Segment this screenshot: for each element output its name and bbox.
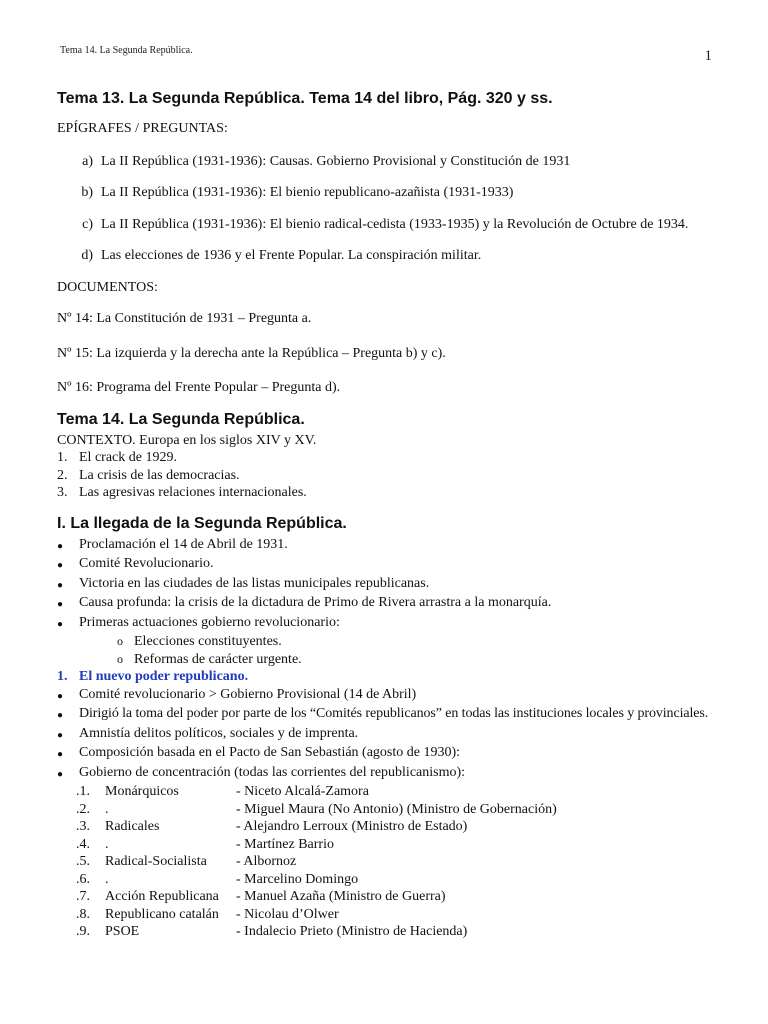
table-row xyxy=(57,906,717,924)
documento-item: Nº 16: Programa del Frente Popular – Pregunta d). xyxy=(57,380,341,395)
row-number: .2. xyxy=(76,801,90,817)
contexto-line: CONTEXTO. Europa en los siglos XIV y XV. xyxy=(57,432,317,448)
documentos-label: DOCUMENTOS: xyxy=(57,279,158,295)
circle-bullet-icon: o xyxy=(117,634,123,648)
bullet-icon: ● xyxy=(57,540,64,552)
bullet-icon: ● xyxy=(57,618,64,630)
list-item-text: Proclamación el 14 de Abril de 1931. xyxy=(79,536,288,552)
bullet-icon: ● xyxy=(57,710,63,721)
list-item-text: Gobierno de concentración (todas las corrientes del republicanismo): xyxy=(79,764,466,780)
bullet-icon: ● xyxy=(57,768,64,780)
member-cell: - Albornoz xyxy=(236,854,297,869)
member-cell: - Martínez Barrio xyxy=(236,836,334,852)
party-cell: . xyxy=(105,801,109,817)
subsection-title: El nuevo poder republicano. xyxy=(79,669,249,684)
epigrafe-text: La II República (1931-1936): El bienio republicano-azañista (1931-1933) xyxy=(101,185,514,200)
circle-bullet-icon: o xyxy=(117,651,123,666)
sub-list-item xyxy=(57,651,717,669)
section1-title: I. La llegada de la Segunda República. xyxy=(57,514,347,532)
list-item xyxy=(57,594,717,614)
list-item-text: Causa profunda: la crisis de la dictadura de Primo de Rivera arrastra a la monarquía. xyxy=(79,595,552,610)
row-number: .1. xyxy=(76,784,90,799)
bullet-icon: ● xyxy=(57,599,64,610)
row-number: .4. xyxy=(76,836,90,852)
table-row xyxy=(57,923,717,941)
list-item-text: Comité revolucionario > Gobierno Provisional (14 de Abril) xyxy=(79,686,417,702)
epigrafe-text: La II República (1931-1936): El bienio radical-cedista (1933-1935) y la Revolución de Octubre de 1934. xyxy=(101,216,689,232)
party-cell: Monárquicos xyxy=(105,784,179,799)
list-item-text: Composición basada en el Pacto de San Sebastián (agosto de 1930): xyxy=(79,745,461,760)
bullet-icon: ● xyxy=(57,579,64,591)
party-cell: PSOE xyxy=(105,924,140,939)
party-cell: Radicales xyxy=(105,819,160,834)
member-cell: - Miguel Maura (No Antonio) (Ministro de Gobernación) xyxy=(236,801,557,817)
list-item xyxy=(57,764,717,784)
member-cell: - Nicolau d’Olwer xyxy=(236,906,339,922)
list-item xyxy=(57,555,717,575)
row-number: .9. xyxy=(76,924,90,939)
list-item-text: Victoria en las ciudades de las listas municipales republicanas. xyxy=(79,575,430,591)
main-title: Tema 13. La Segunda República. Tema 14 del libro, Pág. 320 y ss. xyxy=(57,90,553,107)
row-number: .8. xyxy=(76,906,90,922)
member-cell: - Niceto Alcalá-Zamora xyxy=(236,784,369,799)
list-item xyxy=(57,536,717,556)
row-number: .3. xyxy=(76,819,90,834)
documento-item: Nº 15: La izquierda y la derecha ante la República – Pregunta b) y c). xyxy=(57,345,446,361)
list-item-text: Primeras actuaciones gobierno revolucionario: xyxy=(79,614,340,630)
party-cell: Acción Republicana xyxy=(105,889,219,904)
list-item xyxy=(57,686,717,706)
item-number: 2. xyxy=(57,467,68,483)
subsection-heading xyxy=(57,668,717,686)
document-body xyxy=(57,90,717,941)
bullet-icon: ● xyxy=(57,749,64,760)
list-item xyxy=(57,725,717,745)
documento-item: Nº 14: La Constitución de 1931 – Pregunta a. xyxy=(57,311,312,326)
epigrafe-item xyxy=(57,153,717,171)
list-item-text: Dirigió la toma del poder por parte de los “Comités republicanos” en todas las instituciones locales y provinciales. xyxy=(79,706,709,721)
epigrafe-letter: a) xyxy=(82,153,93,169)
bullet-icon: ● xyxy=(57,690,64,702)
list-item xyxy=(57,705,717,725)
member-cell: - Marcelino Domingo xyxy=(236,871,359,887)
table-row xyxy=(57,836,717,854)
epigrafe-text: La II República (1931-1936): Causas. Gobierno Provisional y Constitución de 1931 xyxy=(101,153,571,169)
epigrafe-text: Las elecciones de 1936 y el Frente Popular. La conspiración militar. xyxy=(101,248,482,263)
list-item-text: Amnistía delitos políticos, sociales y de imprenta. xyxy=(79,725,359,741)
table-row xyxy=(57,801,717,819)
sub-item-text: Elecciones constituyentes. xyxy=(134,634,282,649)
running-header: Tema 14. La Segunda República. xyxy=(60,45,193,56)
party-cell: . xyxy=(105,871,109,887)
epigrafe-item xyxy=(57,247,717,265)
item-text: La crisis de las democracias. xyxy=(79,467,240,483)
table-row xyxy=(57,818,717,836)
party-cell: . xyxy=(105,836,109,852)
list-item xyxy=(57,744,717,764)
row-number: .5. xyxy=(76,854,90,869)
epigrafe-letter: d) xyxy=(81,248,93,263)
item-text: El crack de 1929. xyxy=(79,450,177,465)
party-cell: Radical-Socialista xyxy=(105,854,207,869)
member-cell: - Indalecio Prieto (Ministro de Hacienda) xyxy=(236,924,468,939)
sub-list-item xyxy=(57,633,717,651)
epigrafe-item xyxy=(57,216,717,234)
item-text: Las agresivas relaciones internacionales. xyxy=(79,485,307,500)
list-item xyxy=(57,614,717,634)
member-cell: - Alejandro Lerroux (Ministro de Estado) xyxy=(236,819,468,834)
table-row xyxy=(57,888,717,906)
epigrafe-item xyxy=(57,184,717,202)
epigrafes-label: EPÍGRAFES / PREGUNTAS: xyxy=(57,121,228,136)
page-number: 1 xyxy=(704,48,712,64)
table-row xyxy=(57,853,717,871)
table-row xyxy=(57,783,717,801)
epigrafe-letter: c) xyxy=(82,216,93,232)
subsection-number: 1. xyxy=(57,669,68,684)
contexto-item xyxy=(57,484,717,502)
epigrafes-list xyxy=(57,153,717,265)
contexto-item xyxy=(57,449,717,467)
government-table xyxy=(57,783,717,941)
bullet-icon: ● xyxy=(57,560,64,571)
row-number: .7. xyxy=(76,889,90,904)
tema14-title: Tema 14. La Segunda República. xyxy=(57,410,305,428)
contexto-item xyxy=(57,467,717,485)
list-item-text: Comité Revolucionario. xyxy=(79,556,214,571)
table-row xyxy=(57,871,717,889)
list-item xyxy=(57,575,717,595)
item-number: 1. xyxy=(57,450,68,465)
member-cell: - Manuel Azaña (Ministro de Guerra) xyxy=(236,889,446,904)
item-number: 3. xyxy=(57,485,68,500)
row-number: .6. xyxy=(76,871,90,887)
sub-item-text: Reformas de carácter urgente. xyxy=(134,651,302,667)
bullet-icon: ● xyxy=(57,729,64,741)
epigrafe-letter: b) xyxy=(81,185,93,200)
party-cell: Republicano catalán xyxy=(105,906,219,922)
